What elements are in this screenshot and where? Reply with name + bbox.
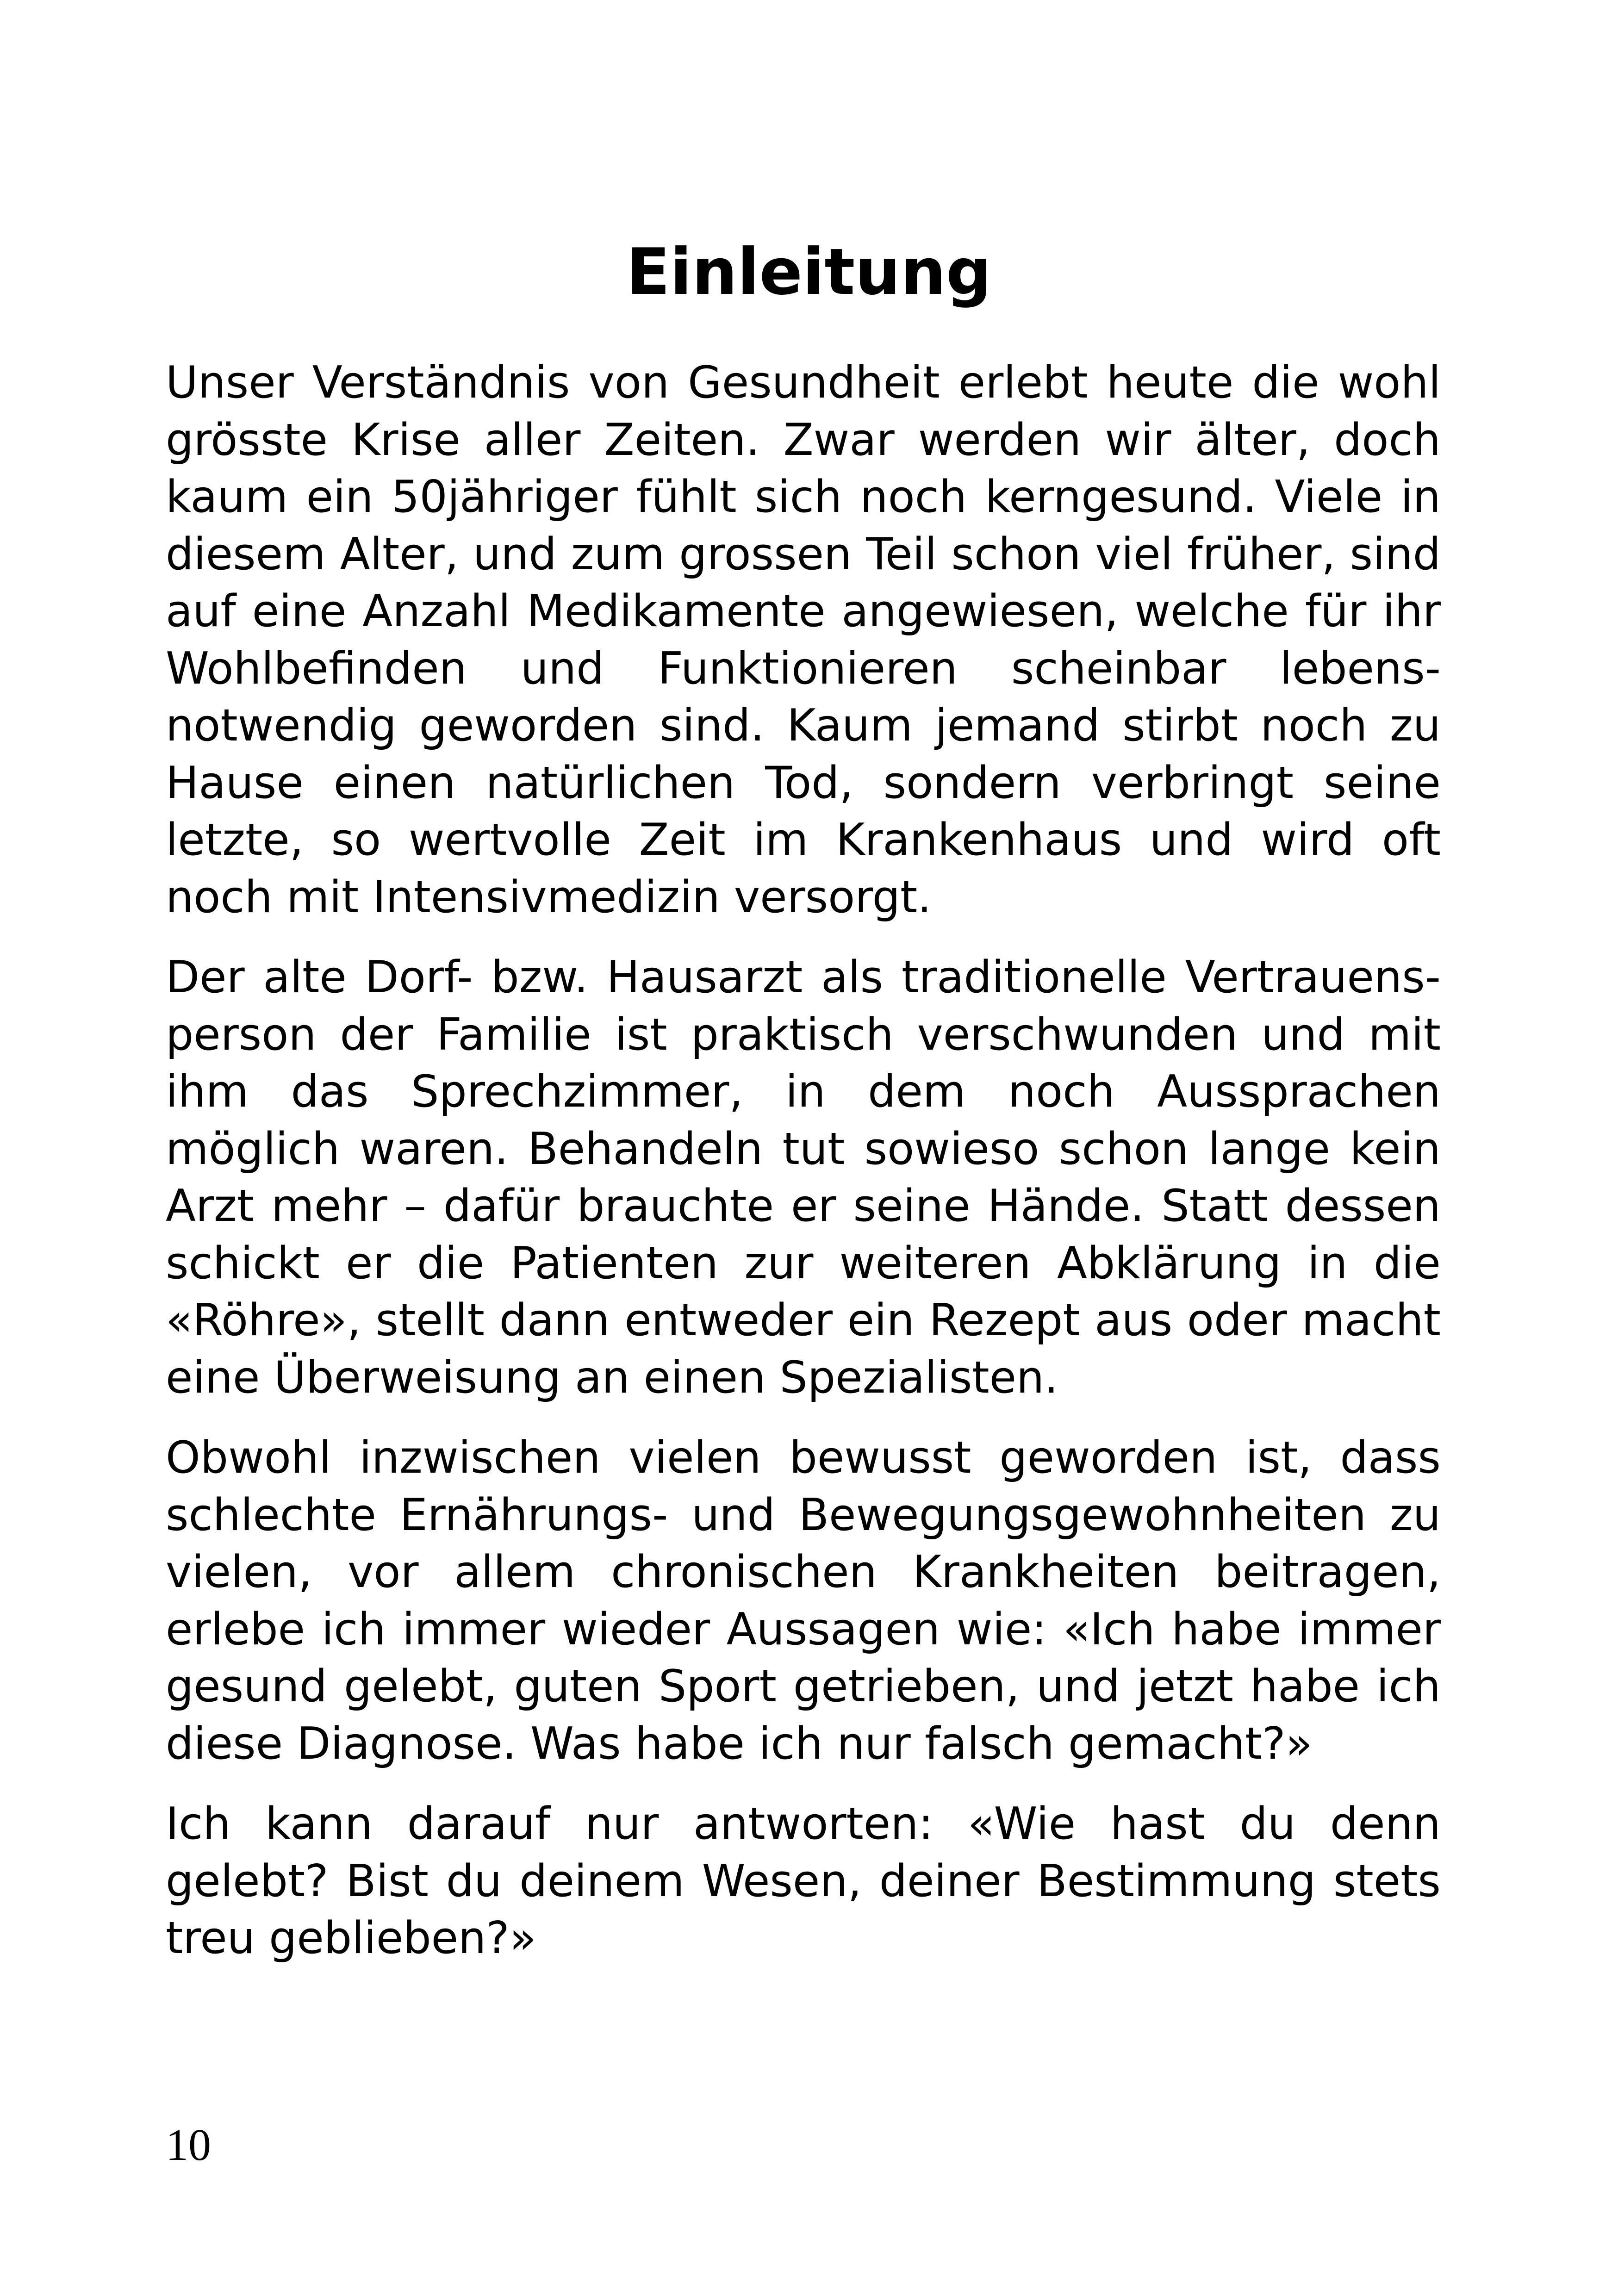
paragraph-1: Unser Verständnis von Gesundheit erlebt heute die wohl grösste Krise aller Zeiten. Zwar werden wir älter, doch kaum ein 50jähriger fühlt sich noch kerngesund. Viele in diesem Alter, und zum grossen Teil schon viel früher, sind auf eine Anzahl Medikamente angewiesen, welche für ihr Wohlbefinden und Funktionieren scheinbar lebensnotwendig geworden sind. Kaum jemand stirbt noch zu Hause einen natürlichen Tod, sondern verbringt seine letzte, so wertvolle Zeit im Krankenhaus und wird oft noch mit Intensivmedizin versorgt. — [166, 357, 1441, 923]
paragraph-2: Der alte Dorf- bzw. Hausarzt als traditionelle Vertrauensperson der Familie ist praktisch verschwunden und mit ihm das Sprechzimmer, in dem noch Aussprachen möglich waren. Behandeln tut sowieso schon lange kein Arzt mehr – dafür brauchte er seine Hände. Statt dessen schickt er die Patienten zur weiteren Abklärung in die «Röhre», stellt dann entweder ein Rezept aus oder macht eine Überweisung an einen Spezialisten. — [166, 952, 1441, 1403]
chapter-body — [166, 355, 1441, 1991]
paragraph-4: Ich kann darauf nur antworten: «Wie hast du denn gelebt? Bist du deinem Wesen, deiner Bestimmung stets treu geblieben?» — [166, 1798, 1441, 1964]
chapter-title: Einleitung — [626, 235, 992, 309]
paragraph-3: Obwohl inzwischen vielen bewusst geworden ist, dass schlechte Ernährungs- und Bewegungsgewohnheiten zu vielen, vor allem chronischen Krankheiten beitragen, erlebe ich immer wieder Aussagen wie: «Ich habe immer gesund gelebt, guten Sport getrieben, und jetzt habe ich diese Diagnose. Was habe ich nur falsch gemacht?» — [166, 1432, 1441, 1769]
page-number: 10 — [166, 2120, 211, 2170]
